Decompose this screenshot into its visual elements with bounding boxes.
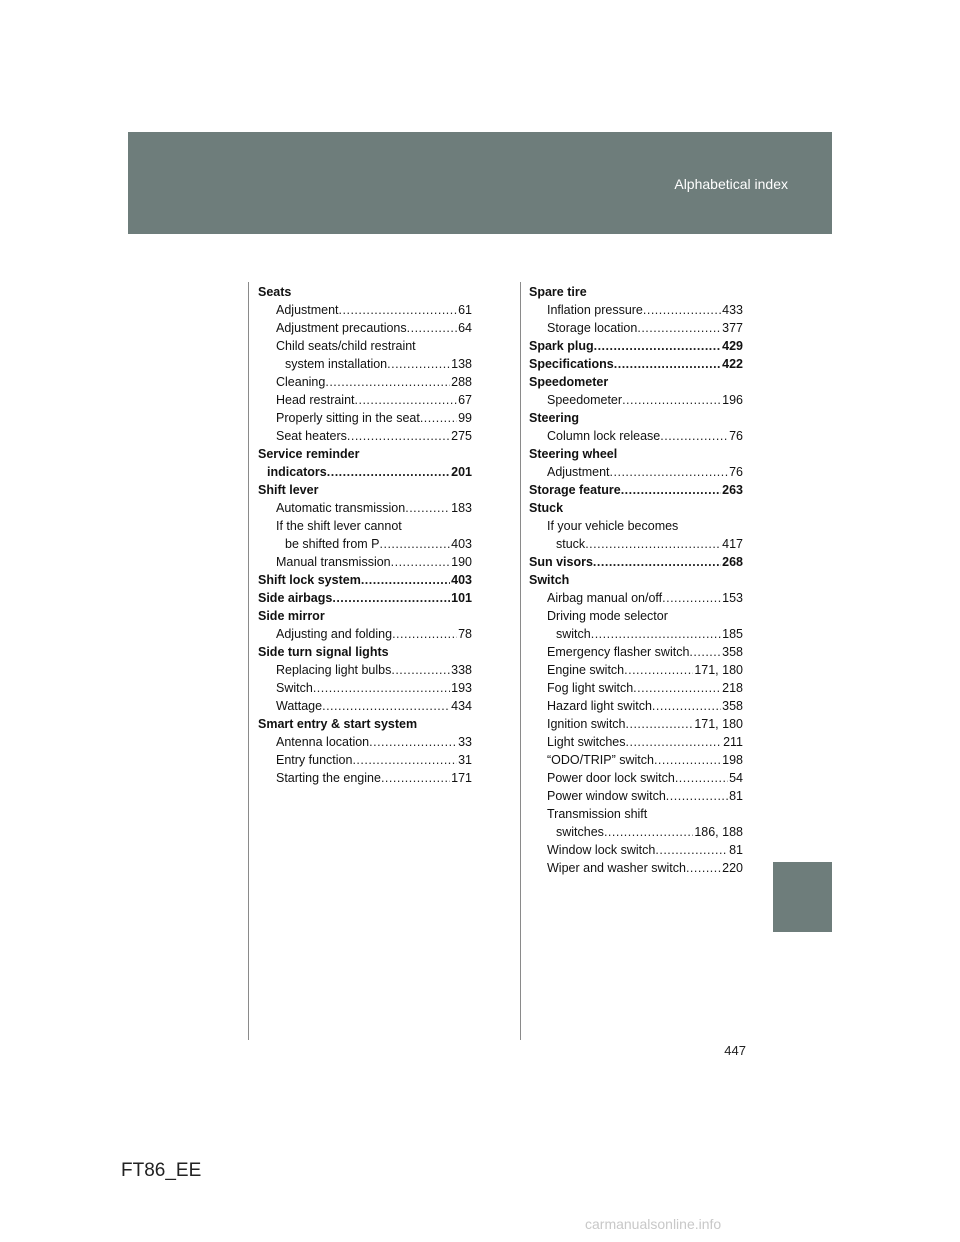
index-entry-label: Child seats/child restraint xyxy=(276,339,416,353)
index-entry-page: 429 xyxy=(722,339,743,353)
dot-leader xyxy=(591,625,721,643)
index-entry xyxy=(258,535,472,553)
index-entry xyxy=(529,517,743,535)
index-entry xyxy=(258,553,472,571)
index-entry xyxy=(529,643,743,661)
index-entry xyxy=(529,463,743,481)
index-entry-page: 263 xyxy=(722,483,743,497)
index-entry-page: 99 xyxy=(458,411,472,425)
dot-leader xyxy=(339,301,458,319)
index-entry-label: Storage location xyxy=(547,321,638,335)
index-entry-page: 190 xyxy=(451,555,472,569)
index-entry xyxy=(529,445,743,463)
index-entry xyxy=(258,715,472,733)
index-entry xyxy=(258,391,472,409)
index-entry xyxy=(529,553,743,571)
index-entry-label: stuck xyxy=(556,537,586,551)
index-entry-page: 193 xyxy=(451,681,472,695)
index-entry-page: 218 xyxy=(722,681,743,695)
index-entry xyxy=(258,517,472,535)
index-entry-label: be shifted from P xyxy=(285,537,380,551)
index-entry-label: Engine switch xyxy=(547,663,625,677)
dot-leader xyxy=(392,625,457,643)
column-divider-middle xyxy=(520,282,521,1040)
index-entry-label: Adjustment precautions xyxy=(276,321,407,335)
index-entry-label: Hazard light switch xyxy=(547,699,652,713)
watermark: carmanualsonline.info xyxy=(585,1216,722,1232)
index-entry-label: Service reminder xyxy=(258,447,360,461)
index-entry-page: 31 xyxy=(458,753,472,767)
index-entry-label: Ignition switch xyxy=(547,717,626,731)
index-entry-label: If your vehicle becomes xyxy=(547,519,679,533)
index-entry xyxy=(258,337,472,355)
dot-leader xyxy=(643,301,721,319)
index-entry-page: 422 xyxy=(722,357,743,371)
dot-leader xyxy=(407,319,457,337)
index-entry xyxy=(529,409,743,427)
index-entry-label: Column lock release xyxy=(547,429,661,443)
index-entry xyxy=(529,733,743,751)
index-entry-page: 61 xyxy=(458,303,472,317)
dot-leader xyxy=(654,751,721,769)
index-entry xyxy=(529,391,743,409)
index-entry-page: 403 xyxy=(451,537,472,551)
dot-leader xyxy=(327,463,450,481)
index-entry xyxy=(258,607,472,625)
index-entry xyxy=(529,805,743,823)
index-entry-label: Light switches xyxy=(547,735,626,749)
index-entry-label: Adjustment xyxy=(276,303,339,317)
index-entry-page: 338 xyxy=(451,663,472,677)
index-entry xyxy=(258,499,472,517)
index-entry-label: Power door lock switch xyxy=(547,771,675,785)
dot-leader xyxy=(626,733,723,751)
model-code: FT86_EE xyxy=(121,1160,202,1181)
index-entry xyxy=(529,319,743,337)
dot-leader xyxy=(652,697,721,715)
index-entry-page: 417 xyxy=(722,537,743,551)
dot-leader xyxy=(380,535,451,553)
index-entry-page: 183 xyxy=(451,501,472,515)
index-entry-page: 268 xyxy=(722,555,743,569)
index-entry-page: 433 xyxy=(722,303,743,317)
header-band xyxy=(128,132,832,234)
index-entry-label: Shift lever xyxy=(258,483,319,497)
section-title: Alphabetical index xyxy=(674,176,788,192)
dot-leader xyxy=(593,553,721,571)
index-entry-label: Side airbags xyxy=(258,591,333,605)
index-entry xyxy=(258,409,472,427)
dot-leader xyxy=(405,499,450,517)
index-entry-label: switch xyxy=(556,627,591,641)
index-entry xyxy=(529,283,743,301)
index-entry xyxy=(529,679,743,697)
section-tab xyxy=(773,862,832,932)
index-entry xyxy=(258,769,472,787)
index-entry-page: 171 xyxy=(451,771,472,785)
index-entry-label: indicators xyxy=(267,465,327,479)
index-column-right xyxy=(529,283,743,877)
index-entry xyxy=(529,481,743,499)
index-entry-page: 201 xyxy=(451,465,472,479)
dot-leader xyxy=(347,427,450,445)
index-entry-label: Switch xyxy=(276,681,313,695)
dot-leader xyxy=(675,769,728,787)
index-entry-label: Driving mode selector xyxy=(547,609,668,623)
dot-leader xyxy=(391,661,450,679)
index-entry xyxy=(258,319,472,337)
dot-leader xyxy=(387,355,450,373)
dot-leader xyxy=(361,571,450,589)
index-entry xyxy=(258,283,472,301)
index-entry xyxy=(258,589,472,607)
index-entry-page: 358 xyxy=(722,699,743,713)
index-entry-label: Entry function xyxy=(276,753,353,767)
index-entry-label: Properly sitting in the seat xyxy=(276,411,420,425)
index-entry-label: Smart entry & start system xyxy=(258,717,418,731)
dot-leader xyxy=(660,427,728,445)
index-entry-page: 138 xyxy=(451,357,472,371)
index-entry-page: 64 xyxy=(458,321,472,335)
dot-leader xyxy=(604,823,693,841)
index-entry xyxy=(258,625,472,643)
dot-leader xyxy=(614,355,721,373)
dot-leader xyxy=(391,553,451,571)
index-entry xyxy=(529,661,743,679)
index-entry xyxy=(258,355,472,373)
index-entry xyxy=(529,841,743,859)
index-entry-label: Wattage xyxy=(276,699,323,713)
index-entry-page: 185 xyxy=(722,627,743,641)
index-entry xyxy=(529,787,743,805)
index-entry-label: Side turn signal lights xyxy=(258,645,389,659)
index-entry-label: Wiper and washer switch xyxy=(547,861,686,875)
index-entry-label: Steering xyxy=(529,411,580,425)
index-entry-label: Steering wheel xyxy=(529,447,618,461)
index-entry-label: Adjustment xyxy=(547,465,610,479)
dot-leader xyxy=(666,787,728,805)
index-entry-label: Spare tire xyxy=(529,285,587,299)
index-entry-page: 211 xyxy=(723,735,743,749)
index-entry-label: Shift lock system xyxy=(258,573,361,587)
index-entry xyxy=(529,625,743,643)
index-entry-label: Replacing light bulbs xyxy=(276,663,392,677)
index-entry-page: 153 xyxy=(722,591,743,605)
index-entry-page: 358 xyxy=(722,645,743,659)
index-entry xyxy=(258,427,472,445)
index-entry-label: Cleaning xyxy=(276,375,326,389)
index-entry-page: 434 xyxy=(451,699,472,713)
index-entry-label: Antenna location xyxy=(276,735,370,749)
index-entry-label: Head restraint xyxy=(276,393,355,407)
index-entry-page: 33 xyxy=(458,735,472,749)
index-entry xyxy=(258,571,472,589)
index-entry xyxy=(529,373,743,391)
index-entry xyxy=(258,679,472,697)
index-entry-label: Emergency flasher switch xyxy=(547,645,690,659)
index-entry-page: 78 xyxy=(458,627,472,641)
index-entry-page: 403 xyxy=(451,573,472,587)
index-entry-page: 67 xyxy=(458,393,472,407)
index-entry-label: Stuck xyxy=(529,501,564,515)
dot-leader xyxy=(585,535,721,553)
index-entry xyxy=(529,355,743,373)
dot-leader xyxy=(352,751,457,769)
index-entry xyxy=(258,733,472,751)
index-entry xyxy=(529,571,743,589)
index-entry-label: system installation xyxy=(285,357,388,371)
dot-leader xyxy=(633,679,721,697)
index-entry xyxy=(258,301,472,319)
index-entry-label: switches xyxy=(556,825,604,839)
index-entry-page: 288 xyxy=(451,375,472,389)
index-entry-page: 186, 188 xyxy=(694,825,743,839)
dot-leader xyxy=(655,841,728,859)
index-entry-page: 81 xyxy=(729,789,743,803)
index-entry-page: 101 xyxy=(451,591,472,605)
dot-leader xyxy=(662,589,721,607)
index-entry xyxy=(258,445,472,463)
index-entry-page: 81 xyxy=(729,843,743,857)
index-entry xyxy=(529,607,743,625)
dot-leader xyxy=(689,643,721,661)
index-entry xyxy=(529,499,743,517)
dot-leader xyxy=(621,481,721,499)
index-entry xyxy=(258,463,472,481)
index-entry xyxy=(529,751,743,769)
index-entry-label: Automatic transmission xyxy=(276,501,406,515)
index-entry-page: 275 xyxy=(451,429,472,443)
index-column-left xyxy=(258,283,472,787)
index-entry xyxy=(529,337,743,355)
index-entry-label: Manual transmission xyxy=(276,555,391,569)
index-entry-label: Storage feature xyxy=(529,483,621,497)
index-entry-page: 171, 180 xyxy=(694,717,743,731)
index-entry-label: Seat heaters xyxy=(276,429,347,443)
index-entry xyxy=(529,427,743,445)
index-entry-label: Seats xyxy=(258,285,292,299)
dot-leader xyxy=(381,769,450,787)
index-entry-label: Window lock switch xyxy=(547,843,656,857)
dot-leader xyxy=(637,319,721,337)
index-entry xyxy=(258,661,472,679)
index-entry xyxy=(258,481,472,499)
index-entry-page: 220 xyxy=(722,861,743,875)
index-entry-page: 76 xyxy=(729,465,743,479)
index-entry-page: 171, 180 xyxy=(694,663,743,677)
index-entry-label: Fog light switch xyxy=(547,681,634,695)
index-entry-label: Sun visors xyxy=(529,555,593,569)
index-entry xyxy=(529,301,743,319)
dot-leader xyxy=(313,679,450,697)
index-entry-label: Starting the engine xyxy=(276,771,381,785)
dot-leader xyxy=(610,463,729,481)
index-entry-label: Inflation pressure xyxy=(547,303,643,317)
index-entry-page: 196 xyxy=(722,393,743,407)
index-entry xyxy=(529,769,743,787)
dot-leader xyxy=(594,337,722,355)
index-entry-label: Adjusting and folding xyxy=(276,627,393,641)
index-entry xyxy=(529,535,743,553)
column-divider-left xyxy=(248,282,249,1040)
index-entry xyxy=(529,823,743,841)
dot-leader xyxy=(355,391,458,409)
index-entry-label: Side mirror xyxy=(258,609,325,623)
dot-leader xyxy=(624,661,693,679)
index-entry xyxy=(529,715,743,733)
dot-leader xyxy=(622,391,721,409)
index-entry xyxy=(258,751,472,769)
index-entry-label: Transmission shift xyxy=(547,807,648,821)
dot-leader xyxy=(369,733,457,751)
index-entry-page: 76 xyxy=(729,429,743,443)
index-entry xyxy=(258,643,472,661)
index-entry xyxy=(258,697,472,715)
index-entry-label: Spark plug xyxy=(529,339,594,353)
dot-leader xyxy=(626,715,694,733)
dot-leader xyxy=(322,697,450,715)
index-entry xyxy=(529,697,743,715)
index-entry-label: Airbag manual on/off xyxy=(547,591,663,605)
index-entry-page: 54 xyxy=(729,771,743,785)
index-entry xyxy=(529,589,743,607)
index-entry xyxy=(529,859,743,877)
index-entry-label: Switch xyxy=(529,573,570,587)
dot-leader xyxy=(325,373,450,391)
index-entry-label: Speedometer xyxy=(529,375,609,389)
index-entry xyxy=(258,373,472,391)
index-entry-label: Specifications xyxy=(529,357,614,371)
dot-leader xyxy=(332,589,450,607)
index-entry-label: If the shift lever cannot xyxy=(276,519,402,533)
page-number: 447 xyxy=(724,1043,746,1058)
dot-leader xyxy=(686,859,721,877)
index-entry-page: 377 xyxy=(722,321,743,335)
index-entry-label: Power window switch xyxy=(547,789,666,803)
index-entry-label: Speedometer xyxy=(547,393,623,407)
index-entry-label: “ODO/TRIP” switch xyxy=(547,753,654,767)
dot-leader xyxy=(420,409,457,427)
index-entry-page: 198 xyxy=(722,753,743,767)
